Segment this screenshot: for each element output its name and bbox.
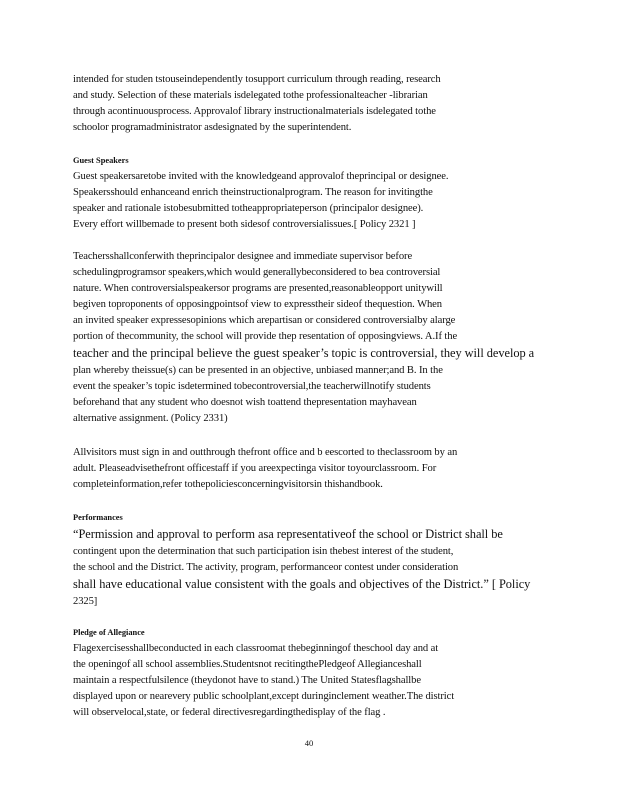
text-line: nature. When controversialspeakersor programs are presented,reasonableopport unitywill <box>73 283 443 294</box>
text-line: Every effort willbemade to present both sidesof controversialissues.[ Policy 2321 ] <box>73 219 416 230</box>
text-line: Flagexercisesshallbeconducted in each classroomat thebeginningof theschool day and at <box>73 643 439 654</box>
text-line: teacher and the principal believe the guest speaker’s topic is controversial, they will develop a <box>73 346 535 360</box>
text-line: intended for studen tstouseindependently tosupport curriculum through reading, research <box>73 74 441 85</box>
page-number: 40 <box>304 738 314 748</box>
text-line: shall have educational value consistent with the goals and objectives of the District.” [ Policy <box>73 577 531 591</box>
text-line: “Permission and approval to perform asa representativeof the school or District shall be <box>73 527 503 541</box>
text-line: Teachersshallconferwith theprincipalor designee and immediate supervisor before <box>73 251 413 262</box>
text-line: the openingof all school assemblies.Studentsnot recitingthePledgeof Allegianceshall <box>73 659 422 670</box>
text-line: beforehand that any student who doesnot wish toattend thepresentation mayhavean <box>73 397 417 408</box>
text-line: schoolor programadministrator asdesignated by the superintendent. <box>73 122 352 133</box>
text-line: portion of thecommunity, the school will provide thep resentation of opposingviews. A.If the <box>73 331 458 342</box>
section-heading-performances: Performances <box>73 513 123 522</box>
text-line: completeinformation,refer tothepoliciesconcerningvisitorsin thishandbook. <box>73 479 383 490</box>
text-line: contingent upon the determination that such participation isin thebest interest of the student, <box>73 546 454 557</box>
text-line: schedulingprogramsor speakers,which would generallybeconsidered to bea controversial <box>73 267 441 278</box>
text-line: 2325] <box>73 596 98 607</box>
text-line: and study. Selection of these materials isdelegated tothe professionalteacher -librarian <box>73 90 428 101</box>
text-line: will observelocal,state, or federal directivesregardingthedisplay of the flag . <box>73 707 386 718</box>
text-line: begiven toproponents of opposingpointsof view to expresstheir sideof thequestion. When <box>73 299 442 310</box>
text-line: through acontinuousprocess. Approvalof library instructionalmaterials isdelegated tothe <box>73 106 436 117</box>
section-heading-guest-speakers: Guest Speakers <box>73 156 129 165</box>
text-line: Allvisitors must sign in and outthrough thefront office and b eescorted to theclassroom by an <box>73 447 458 458</box>
section-heading-pledge: Pledge of Allegiance <box>73 628 145 637</box>
text-line: an invited speaker expressesopinions which arepartisan or considered controversialby alarge <box>73 315 456 326</box>
text-line: Speakersshould enhanceand enrich theinstructionalprogram. The reason for invitingthe <box>73 187 433 198</box>
text-line: plan whereby theissue(s) can be presented in an objective, unbiased manner;and B. In the <box>73 365 443 376</box>
text-line: speaker and rationale istobesubmitted totheappropriateperson (principalor designee). <box>73 203 424 214</box>
text-line: Guest speakersaretobe invited with the knowledgeand approvalof theprincipal or designee. <box>73 171 449 182</box>
text-line: the school and the District. The activity, program, performanceor contest under consideration <box>73 562 459 573</box>
text-line: alternative assignment. (Policy 2331) <box>73 413 228 424</box>
text-line: maintain a respectfulsilence (theydonot have to stand.) The United Statesflagshallbe <box>73 675 421 686</box>
text-line: event the speaker’s topic isdetermined tobecontroversial,the teacherwillnotify students <box>73 381 431 392</box>
text-line: displayed upon or nearevery public schoolplant,except duringinclement weather.The district <box>73 691 455 702</box>
text-line: adult. Pleaseadvisethefront officestaff if you areexpectinga visitor toyourclassroom. For <box>73 463 437 474</box>
